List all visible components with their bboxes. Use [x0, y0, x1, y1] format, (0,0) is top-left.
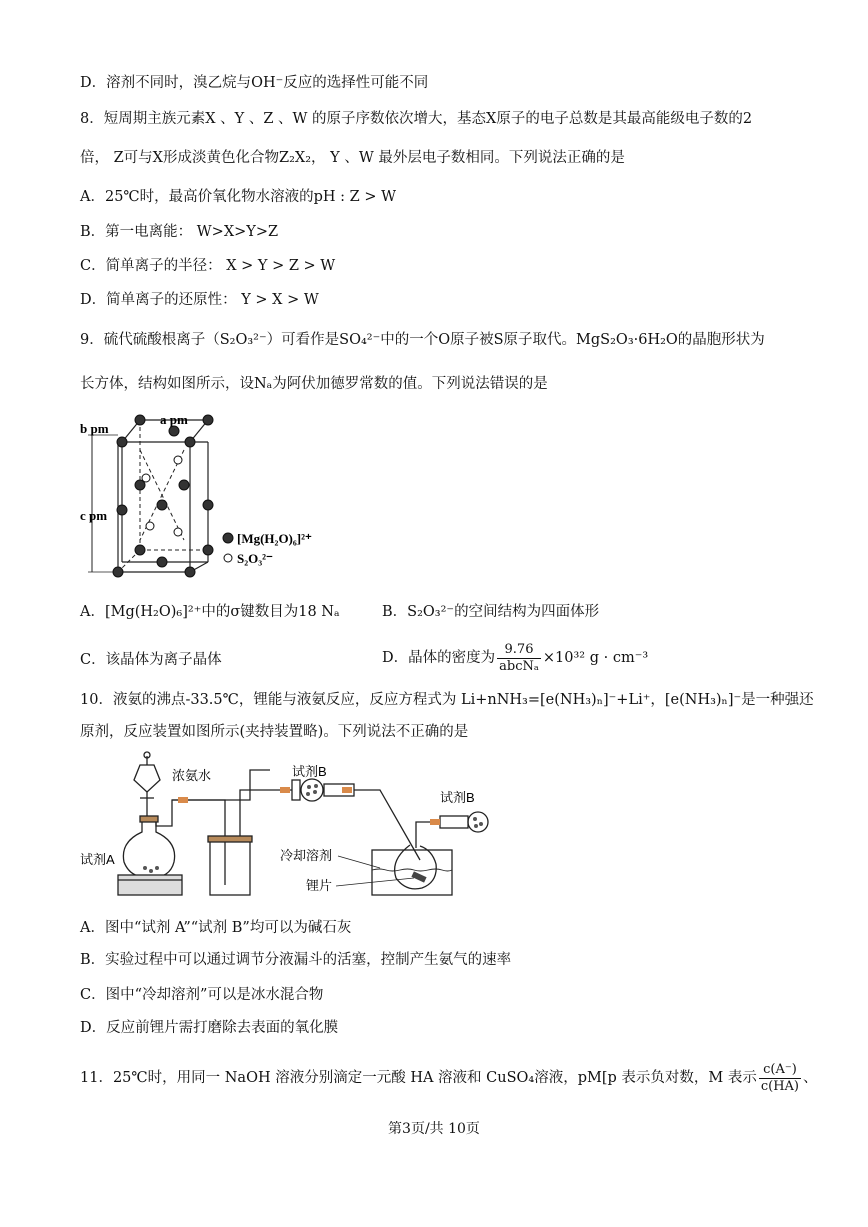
page-footer: 第3页/共 10页 — [388, 1121, 480, 1137]
q10-stem-line2: 原剂，反应装置如图所示(夹持装置略)。下列说法不正确的是 — [80, 724, 469, 740]
q7-option-d: D．溶剂不同时，溴乙烷与OH⁻反应的选择性可能不同 — [80, 75, 429, 91]
q10-option-c: C．图中“冷却溶剂”可以是冰水混合物 — [80, 987, 324, 1003]
density-fraction — [497, 642, 541, 675]
crystal-cell-figure — [80, 410, 340, 585]
q9-stem-line2: 长方体，结构如图所示，设Nₐ为阿伏加德罗常数的值。下列说法错误的是 — [80, 376, 548, 392]
q8-option-b: B．第一电离能： W>X>Y>Z — [80, 224, 279, 240]
crystal-label-c: c pm — [80, 508, 108, 523]
q9-stem-line1: 9．硫代硫酸根离子（S₂O₃²⁻）可看作是SO₄²⁻中的一个O原子被S原子取代。MgS₂O₃·6H₂O的晶胞形状为 — [80, 332, 765, 348]
q10-option-d: D．反应前锂片需打磨除去表面的氧化膜 — [80, 1020, 339, 1036]
q9-option-d — [382, 638, 648, 678]
q10-option-b: B．实验过程中可以通过调节分液漏斗的活塞，控制产生氨气的速率 — [80, 952, 512, 968]
legend-s2o3-label: S₂O₃²⁻ — [237, 551, 273, 566]
legend-s2o3-marker — [224, 554, 232, 562]
q8-stem-line2: 倍， Z可与X形成淡黄色化合物Z₂X₂， Y 、W 最外层电子数相同。下列说法正确的是 — [80, 150, 625, 166]
label-coolant: 冷却溶剂 — [280, 848, 333, 863]
label-lithium: 锂片 — [306, 878, 333, 893]
label-ammonia: 浓氨水 — [172, 768, 212, 783]
legend-mg-label: [Mg(H₂O)₆]²⁺ — [237, 531, 312, 546]
label-reagent-b2: 试剂B — [440, 790, 475, 805]
crystal-label-a: a pm — [160, 412, 188, 427]
ratio-denominator: c(HA) — [760, 1078, 800, 1094]
q11-stem-line1 — [80, 1058, 818, 1098]
q9-option-d-prefix: D．晶体的密度为 — [382, 650, 496, 666]
q9-option-a: A．[Mg(H₂O)₆]²⁺中的σ键数目为18 Nₐ — [80, 604, 340, 620]
q11-stem-suffix: 、 — [803, 1070, 818, 1086]
q8-stem-line1: 8．短周期主族元素X 、Y 、Z 、W 的原子序数依次增大，基态X原子的电子总数是其最高能级电子数的2 — [80, 111, 753, 127]
legend-mg-marker — [223, 533, 233, 543]
label-reagent-b1: 试剂B — [292, 764, 327, 779]
q8-option-a: A．25℃时，最高价氧化物水溶液的pH : Z > W — [80, 189, 397, 205]
density-numerator: 9.76 — [504, 641, 534, 657]
q8-option-c: C．简单离子的半径： X > Y > Z > W — [80, 258, 336, 274]
ratio-fraction — [759, 1062, 801, 1095]
q9-option-d-suffix: ×10³² g · cm⁻³ — [542, 650, 649, 666]
q11-stem-prefix: 11．25℃时，用同一 NaOH 溶液分别滴定一元酸 HA 溶液和 CuSO₄溶液，pM[p 表示负对数，M 表示 — [80, 1070, 757, 1086]
apparatus-figure — [80, 750, 500, 900]
q10-option-a: A．图中“试剂 A”“试剂 B”均可以为碱石灰 — [80, 920, 352, 936]
density-denominator: abcNₐ — [499, 658, 539, 674]
q8-option-d: D．简单离子的还原性： Y > X > W — [80, 292, 319, 308]
q10-stem-line1: 10．液氨的沸点-33.5℃，锂能与液氨反应，反应方程式为 Li+nNH₃=[e(NH₃)ₙ]⁻+Li⁺，[e(NH₃)ₙ]⁻是一种强还 — [80, 692, 814, 708]
ratio-numerator: c(A⁻) — [763, 1061, 797, 1077]
crystal-label-b: b pm — [80, 421, 109, 436]
label-reagent-a: 试剂A — [80, 852, 115, 867]
q9-option-c: C．该晶体为离子晶体 — [80, 652, 222, 668]
q9-option-b: B．S₂O₃²⁻的空间结构为四面体形 — [382, 604, 600, 620]
